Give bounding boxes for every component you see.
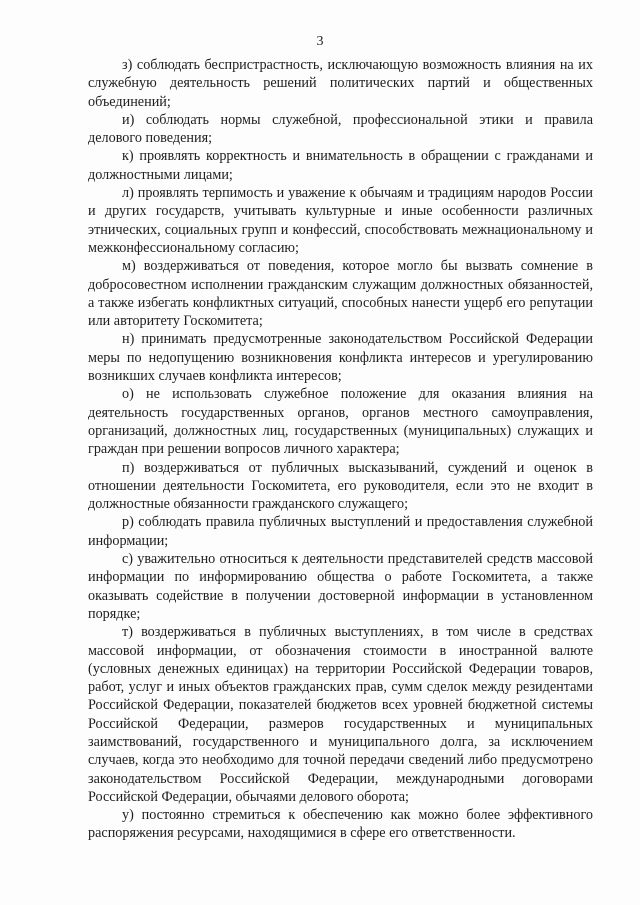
paragraph-p: п) воздерживаться от публичных высказываний, суждений и оценок в отношении деятельности Госкомитета, его руководителя, если это не входит в должностные обязанности гражданского служащего; bbox=[88, 459, 593, 513]
paragraph-u: у) постоянно стремиться к обеспечению как можно более эффективного распоряжения ресурсами, находящимися в сфере его ответственности. bbox=[88, 807, 593, 842]
paragraph-r: р) соблюдать правила публичных выступлений и предоставления служебной информации; bbox=[88, 514, 593, 549]
paragraph-k: к) проявлять корректность и внимательность в обращении с гражданами и должностными лицами; bbox=[88, 148, 593, 183]
paragraph-s: с) уважительно относиться к деятельности представителей средств массовой информации по информированию общества о работе Госкомитета, а также оказывать содействие в получении достоверной информации в установленном порядке; bbox=[88, 551, 593, 622]
page-number: 3 bbox=[316, 34, 324, 49]
paragraph-z: з) соблюдать беспристрастность, исключающую возможность влияния на их служебную деятельность решений политических партий и общественных объединений; bbox=[88, 57, 593, 110]
paragraph-o: о) не использовать служебное положение для оказания влияния на деятельность государственных органов, органов местного самоуправления, организаций, должностных лиц, государственных (муниципальных) служащих и граждан при решении вопросов личного характера; bbox=[88, 386, 593, 458]
paragraph-i: и) соблюдать нормы служебной, профессиональной этики и правила делового поведения; bbox=[88, 111, 593, 147]
body-text bbox=[88, 56, 593, 843]
paragraph-l: л) проявлять терпимость и уважение к обычаям и традициям народов России и других государств, учитывать культурные и иные особенности различных этнических, социальных групп и конфессий, способствовать межнациональному и межконфессиональному согласию; bbox=[88, 185, 593, 256]
paragraph-n: н) принимать предусмотренные законодательством Российской Федерации меры по недопущению возникновения конфликта интересов и урегулированию возникших случаев конфликта интересов; bbox=[88, 331, 593, 385]
paragraph-m: м) воздерживаться от поведения, которое могло бы вызвать сомнение в добросовестном исполнении гражданским служащим должностных обязанностей, а также избегать конфликтных ситуаций, способных нанести ущерб его репутации или авторитету Госкомитета; bbox=[88, 258, 593, 330]
paragraph-t: т) воздерживаться в публичных выступлениях, в том числе в средствах массовой информации, от обозначения стоимости в иностранной валюте (условных денежных единицах) на территории Российской Федерации товаров, работ, услуг и иных объектов гражданских прав, сумм сделок между резидентами Российской Федерации, показателей бюджетов всех уровней бюджетной системы Российской Федерации, размеров государственных и муниципальных заимствований, государственного и муниципального долга, за исключением случаев, когда это необходимо для точной передачи сведений либо предусмотрено законодательством Российской Федерации, международными договорами Российской Федерации, обычаями делового оборота; bbox=[88, 624, 593, 805]
